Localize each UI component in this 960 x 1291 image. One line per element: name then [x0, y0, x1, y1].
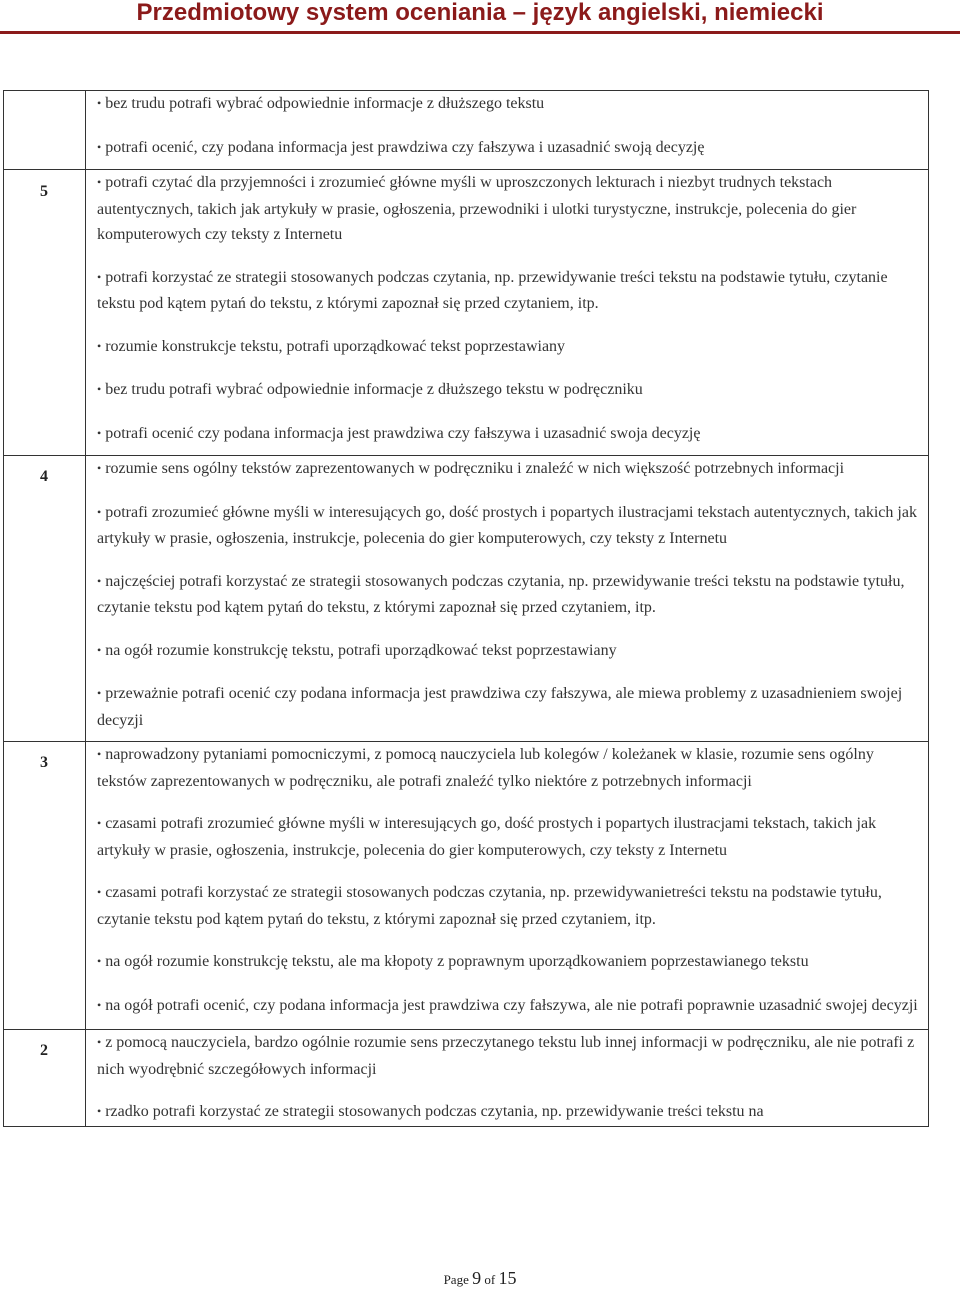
bullet-icon: • [97, 885, 102, 899]
bullet-icon: • [97, 1035, 102, 1049]
criteria-cell [86, 91, 929, 170]
grade-cell [4, 170, 86, 456]
criterion-item [97, 638, 918, 665]
page-total: 15 [498, 1268, 517, 1288]
criterion-item [97, 377, 918, 404]
table-row [4, 742, 929, 1030]
criterion-item [97, 681, 918, 733]
bullet-icon: • [97, 816, 102, 830]
criterion-item [97, 91, 918, 118]
bullet-icon: • [97, 954, 102, 968]
criterion-item [97, 421, 918, 448]
criterion-item [97, 265, 918, 317]
bullet-icon: • [97, 747, 102, 761]
criterion-text: czasami potrafi zrozumieć główne myśli w interesujących go, dość prostych i popartych ilustracjami tekstach, takich jak artykuły w prasie, ogłoszenia, instrukcje, polecenia do gier komputerowych, czy teksty z Internetu [97, 815, 877, 859]
bullet-icon: • [97, 686, 102, 700]
page-footer [0, 1268, 960, 1289]
criterion-text: potrafi czytać dla przyjemności i zrozumieć główne myśli w uproszczonych lekturach i niezbyt trudnych tekstach autentycznych, takich jak artykuły w prasie, ogłoszenia, przewodniki i ulotki turystyczne, instrukcje, polecenia do gier komputerowych czy teksty z Internetu [97, 174, 857, 243]
criterion-item [97, 993, 918, 1020]
criterion-text: rzadko potrafi korzystać ze strategii stosowanych podczas czytania, np. przewidywanie treści tekstu na [105, 1103, 764, 1120]
criterion-item [97, 880, 918, 932]
bullet-icon: • [97, 461, 102, 475]
bullet-icon: • [97, 139, 102, 154]
criterion-text: naprowadzony pytaniami pomocniczymi, z pomocą nauczyciela lub kolegów / koleżanek w klasie, rozumie sens ogólny tekstów zaprezentowanych w podręczniku, ale potrafi znaleźć tylko niektóre z potrzebnych informacji [97, 746, 874, 790]
criterion-text: potrafi korzystać ze strategii stosowanych podczas czytania, np. przewidywanie treści tekstu na podstawie tytułu, czytanie tekstu pod kątem pytań do tekstu, z którymi zapoznał się przed czytaniem, itp. [97, 268, 888, 312]
grading-criteria-table [3, 90, 929, 1127]
grade-value: 3 [40, 754, 48, 771]
table-row [4, 170, 929, 456]
grade-value: 4 [40, 468, 48, 485]
bullet-icon: • [97, 269, 102, 284]
bullet-icon: • [97, 175, 102, 189]
criteria-cell [86, 742, 929, 1030]
criterion-text: rozumie sens ogólny tekstów zaprezentowanych w podręczniku i znaleźć w nich większość potrzebnych informacji [105, 460, 845, 477]
criterion-text: potrafi zrozumieć główne myśli w interesujących go, dość prostych i popartych ilustracjami tekstach autentycznych, takich jak artykuły w prasie, ogłoszenia, instrukcje, polecenia do gier komputerowych, czy teksty z Internetu [97, 503, 917, 547]
bullet-icon: • [97, 382, 102, 396]
bullet-icon: • [97, 997, 102, 1012]
criterion-text: potrafi ocenić, czy podana informacja jest prawdziwa czy fałszywa i uzasadnić swoją decyzję [105, 138, 705, 156]
criteria-cell [86, 170, 929, 456]
criterion-item [97, 949, 918, 976]
criteria-cell [86, 1030, 929, 1127]
bullet-icon: • [97, 573, 102, 588]
criterion-text: na ogół potrafi ocenić, czy podana informacja jest prawdziwa czy fałszywa, ale nie potrafi poprawnie uzasadnić swojej decyzji [105, 996, 918, 1014]
table-row [4, 91, 929, 170]
grade-cell [4, 742, 86, 1030]
criterion-item [97, 1099, 918, 1126]
bullet-icon: • [97, 1104, 102, 1118]
criterion-text: bez trudu potrafi wybrać odpowiednie informacje z dłuższego tekstu [105, 95, 545, 112]
criterion-text: najczęściej potrafi korzystać ze strategii stosowanych podczas czytania, np. przewidywanie treści tekstu na podstawie tytułu, czytanie tekstu pod kątem pytań do tekstu, z którymi zapoznał się przed czytaniem, itp. [97, 572, 905, 616]
grade-cell [4, 1030, 86, 1127]
grade-cell [4, 91, 86, 170]
table-row [4, 1030, 929, 1127]
grade-value: 2 [40, 1042, 48, 1059]
page-label: Page [443, 1272, 469, 1287]
page-header-title: Przedmiotowy system oceniania – język angielski, niemiecki [136, 0, 824, 26]
bullet-icon: • [97, 504, 102, 519]
criterion-item [97, 456, 918, 483]
grade-value: 5 [40, 183, 48, 200]
criterion-item [97, 569, 918, 621]
criterion-item [97, 170, 918, 248]
bullet-icon: • [97, 338, 102, 353]
criterion-text: przeważnie potrafi ocenić czy podana informacja jest prawdziwa czy fałszywa, ale miewa problemy z uzasadnieniem swojej decyzji [97, 685, 903, 729]
of-label: of [484, 1272, 496, 1287]
criterion-item [97, 811, 918, 863]
criterion-item [97, 135, 918, 162]
bullet-icon: • [97, 425, 102, 440]
criterion-item [97, 742, 918, 794]
criterion-text: na ogół rozumie konstrukcję tekstu, ale ma kłopoty z poprawnym uporządkowaniem poprzestawianego tekstu [105, 953, 809, 970]
page-number: 9 [472, 1268, 482, 1288]
criterion-text: potrafi ocenić czy podana informacja jest prawdziwa czy fałszywa i uzasadnić swoja decyzję [105, 424, 701, 442]
criterion-item [97, 500, 918, 552]
criterion-item [97, 1030, 918, 1082]
criterion-text: czasami potrafi korzystać ze strategii stosowanych podczas czytania, np. przewidywanietreści tekstu na podstawie tytułu, czytanie tekstu pod kątem pytań do tekstu, z którymi zapoznał się przed czytaniem, itp. [97, 884, 882, 928]
bullet-icon: • [97, 642, 102, 657]
criterion-text: na ogół rozumie konstrukcję tekstu, potrafi uporządkować tekst poprzestawiany [105, 641, 617, 659]
criterion-text: z pomocą nauczyciela, bardzo ogólnie rozumie sens przeczytanego tekstu lub innej informacji w podręczniku, ale nie potrafi z nich wyodrębnić szczegółowych informacji [97, 1034, 915, 1078]
header-divider [0, 31, 960, 34]
criterion-text: rozumie konstrukcje tekstu, potrafi uporządkować tekst poprzestawiany [105, 337, 566, 355]
table-row [4, 456, 929, 742]
criterion-item [97, 334, 918, 361]
bullet-icon: • [97, 96, 102, 110]
criteria-cell [86, 456, 929, 742]
criterion-text: bez trudu potrafi wybrać odpowiednie informacje z dłuższego tekstu w podręczniku [105, 381, 643, 398]
grade-cell [4, 456, 86, 742]
